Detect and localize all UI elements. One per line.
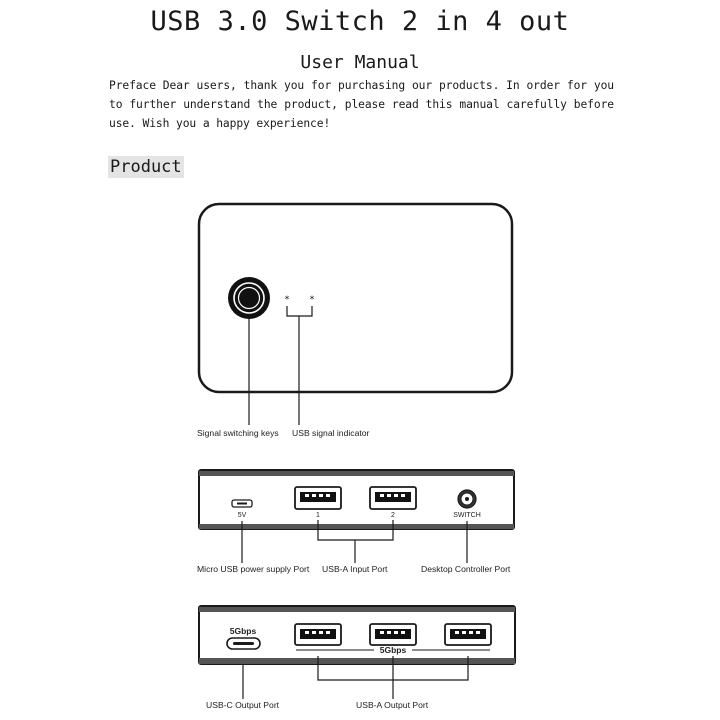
intro-paragraph: Preface Dear users, thank you for purchasing our products. In order for you to further understand the product, please read this manual carefully before use. Wish you a happy experience! bbox=[109, 79, 614, 130]
signal-switch-key-icon bbox=[228, 277, 270, 319]
usb-c-port-icon bbox=[227, 638, 260, 649]
usb-a-input-port-1-icon bbox=[295, 487, 341, 509]
usb-a-output-port-1-icon bbox=[295, 624, 341, 645]
document-title: USB 3.0 Switch 2 in 4 out bbox=[150, 6, 570, 37]
label-desktop-controller: Desktop Controller Port bbox=[421, 564, 511, 574]
label-usb-signal-indicator: USB signal indicator bbox=[292, 428, 370, 438]
svg-text:*: * bbox=[284, 295, 290, 305]
label-input-2: 2 bbox=[391, 512, 395, 519]
rear-panel-diagram bbox=[199, 606, 515, 710]
document-subtitle: User Manual bbox=[300, 52, 420, 73]
usb-a-output-port-3-icon bbox=[445, 624, 491, 645]
label-usb-c-speed: 5Gbps bbox=[229, 626, 257, 636]
front-panel-top-edge bbox=[199, 471, 514, 476]
label-5v: 5V bbox=[237, 512, 247, 519]
label-switch: SWITCH bbox=[453, 512, 481, 519]
usb-a-output-port-2-icon bbox=[370, 624, 416, 645]
label-usb-c-output: USB-C Output Port bbox=[206, 700, 280, 710]
section-heading-product: Product bbox=[110, 157, 182, 177]
label-usb-a-speed: 5Gbps bbox=[379, 645, 407, 655]
front-panel-diagram bbox=[197, 470, 514, 574]
rear-panel-top-edge bbox=[199, 607, 515, 612]
label-signal-switching-keys: Signal switching keys bbox=[197, 428, 279, 438]
label-micro-usb-power: Micro USB power supply Port bbox=[197, 564, 310, 574]
label-usb-a-input: USB-A Input Port bbox=[322, 564, 388, 574]
svg-text:*: * bbox=[309, 295, 315, 305]
label-input-1: 1 bbox=[316, 512, 320, 519]
top-view-diagram bbox=[197, 204, 512, 438]
usb-a-input-port-2-icon bbox=[370, 487, 416, 509]
label-usb-a-output: USB-A Output Port bbox=[356, 700, 429, 710]
switch-controller-port-icon bbox=[458, 490, 476, 508]
